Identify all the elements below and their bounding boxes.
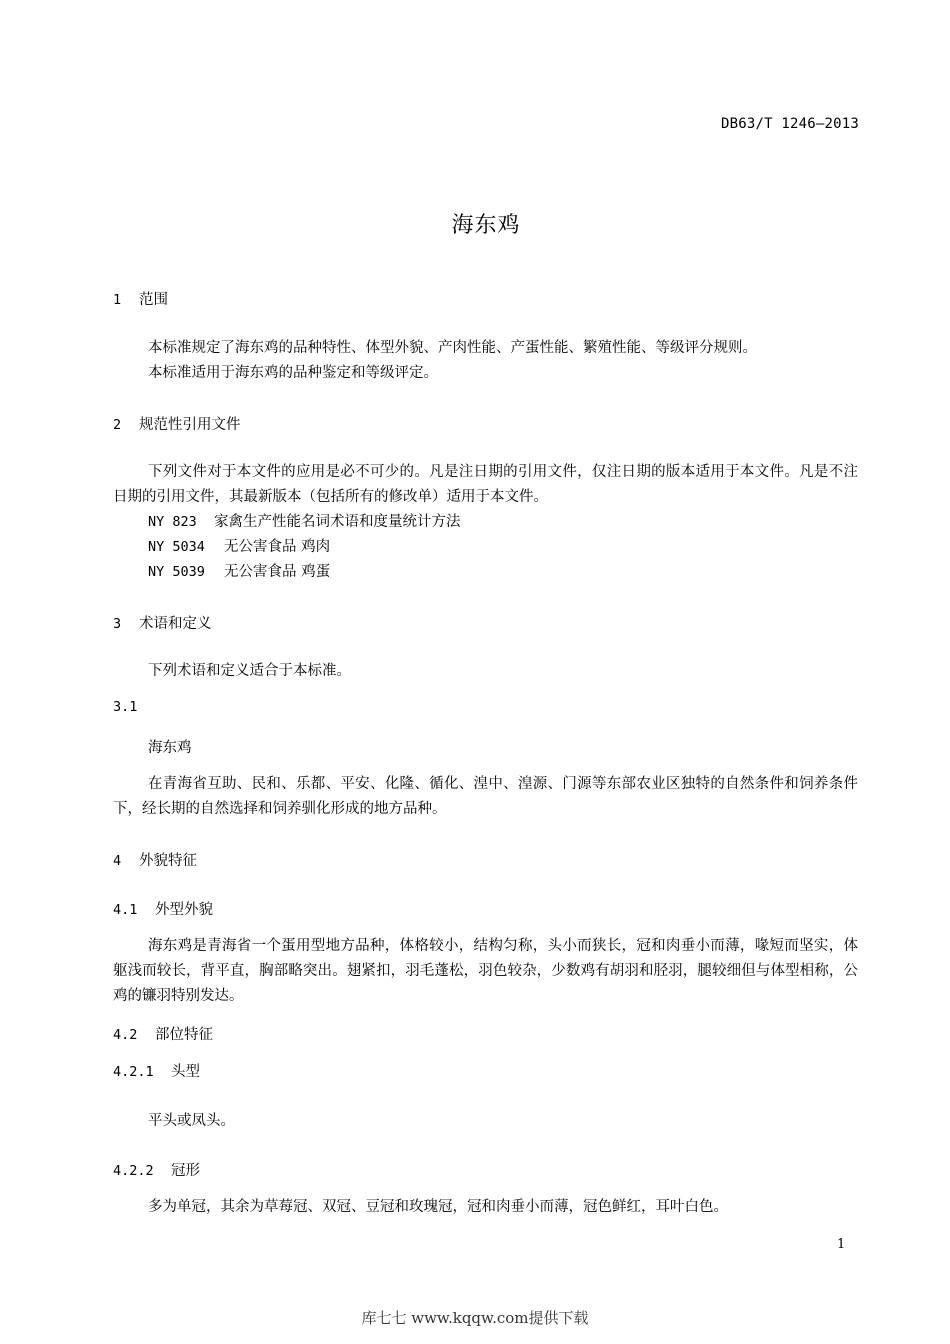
section-number: 4.2 bbox=[113, 1027, 138, 1043]
reference-title: 家禽生产性能名词术语和度量统计方法 bbox=[214, 514, 461, 530]
section-title: 外型外貌 bbox=[155, 902, 213, 918]
section-number: 3 bbox=[113, 616, 122, 632]
term-name: 海东鸡 bbox=[148, 740, 192, 756]
reference-item bbox=[148, 560, 330, 581]
section-4-heading bbox=[113, 849, 197, 870]
paragraph: 海东鸡是青海省一个蛋用型地方品种，体格较小，结构匀称，头小而狭长，冠和肉垂小而薄，喙短而坚实，体躯浅而较长，背平直，胸部略突出。翅紧扣，羽毛蓬松，羽色较杂，少数鸡有胡羽和胫羽，腿较细但与体型相称，公鸡的镰羽特别发达。 bbox=[113, 938, 858, 1004]
section-4-2-1-heading bbox=[113, 1060, 200, 1081]
section-4-2-2-heading bbox=[113, 1159, 200, 1180]
section-number: 4.2.2 bbox=[113, 1163, 154, 1179]
document-title: 海东鸡 bbox=[451, 213, 521, 238]
section-number: 1 bbox=[113, 292, 122, 308]
paragraph: 本标准适用于海东鸡的品种鉴定和等级评定。 bbox=[148, 365, 438, 381]
standard-code: DB63/T 1246—2013 bbox=[720, 116, 859, 132]
reference-title: 无公害食品 鸡蛋 bbox=[224, 564, 331, 580]
section-title: 规范性引用文件 bbox=[139, 417, 241, 433]
section-title: 头型 bbox=[171, 1064, 200, 1080]
section-number: 4.2.1 bbox=[113, 1064, 154, 1080]
section-title: 外貌特征 bbox=[139, 853, 197, 869]
term-definition: 在青海省互助、民和、乐都、平安、化隆、循化、湟中、湟源、门源等东部农业区独特的自然条件和饲养条件下，经长期的自然选择和饲养驯化形成的地方品种。 bbox=[113, 776, 858, 817]
download-footer: 库七七 www.kqqw.com提供下载 bbox=[361, 1309, 589, 1327]
reference-item bbox=[148, 510, 461, 531]
term-number bbox=[113, 699, 139, 715]
reference-code: NY 5034 bbox=[148, 539, 205, 555]
section-number: 4.1 bbox=[113, 902, 138, 918]
section-number: 2 bbox=[113, 417, 122, 433]
section-3-heading bbox=[113, 612, 212, 633]
section-title: 范围 bbox=[139, 292, 168, 308]
section-4-1-heading bbox=[113, 898, 213, 919]
paragraph: 下列术语和定义适合于本标准。 bbox=[148, 663, 351, 679]
section-title: 术语和定义 bbox=[139, 616, 212, 632]
reference-item bbox=[148, 535, 330, 556]
paragraph: 多为单冠，其余为草莓冠、双冠、豆冠和玫瑰冠，冠和肉垂小而薄，冠色鲜红，耳叶白色。 bbox=[148, 1199, 728, 1215]
reference-title: 无公害食品 鸡肉 bbox=[224, 539, 331, 555]
paragraph: 下列文件对于本文件的应用是必不可少的。凡是注日期的引用文件，仅注日期的版本适用于本文件。凡是不注日期的引用文件，其最新版本（包括所有的修改单）适用于本文件。 bbox=[113, 464, 858, 505]
section-title: 部位特征 bbox=[155, 1027, 213, 1043]
reference-code: NY 5039 bbox=[148, 564, 205, 580]
section-number: 4 bbox=[113, 853, 122, 869]
section-4-2-heading bbox=[113, 1023, 213, 1044]
section-1-heading bbox=[113, 288, 168, 309]
reference-code: NY 823 bbox=[148, 514, 197, 530]
paragraph: 平头或凤头。 bbox=[148, 1113, 235, 1129]
paragraph: 本标准规定了海东鸡的品种特性、体型外貌、产肉性能、产蛋性能、繁殖性能、等级评分规则。 bbox=[148, 340, 757, 356]
section-2-heading bbox=[113, 413, 241, 434]
section-title: 冠形 bbox=[171, 1163, 200, 1179]
page-number: 1 bbox=[837, 1237, 846, 1252]
section-number: 3.1 bbox=[113, 699, 138, 715]
